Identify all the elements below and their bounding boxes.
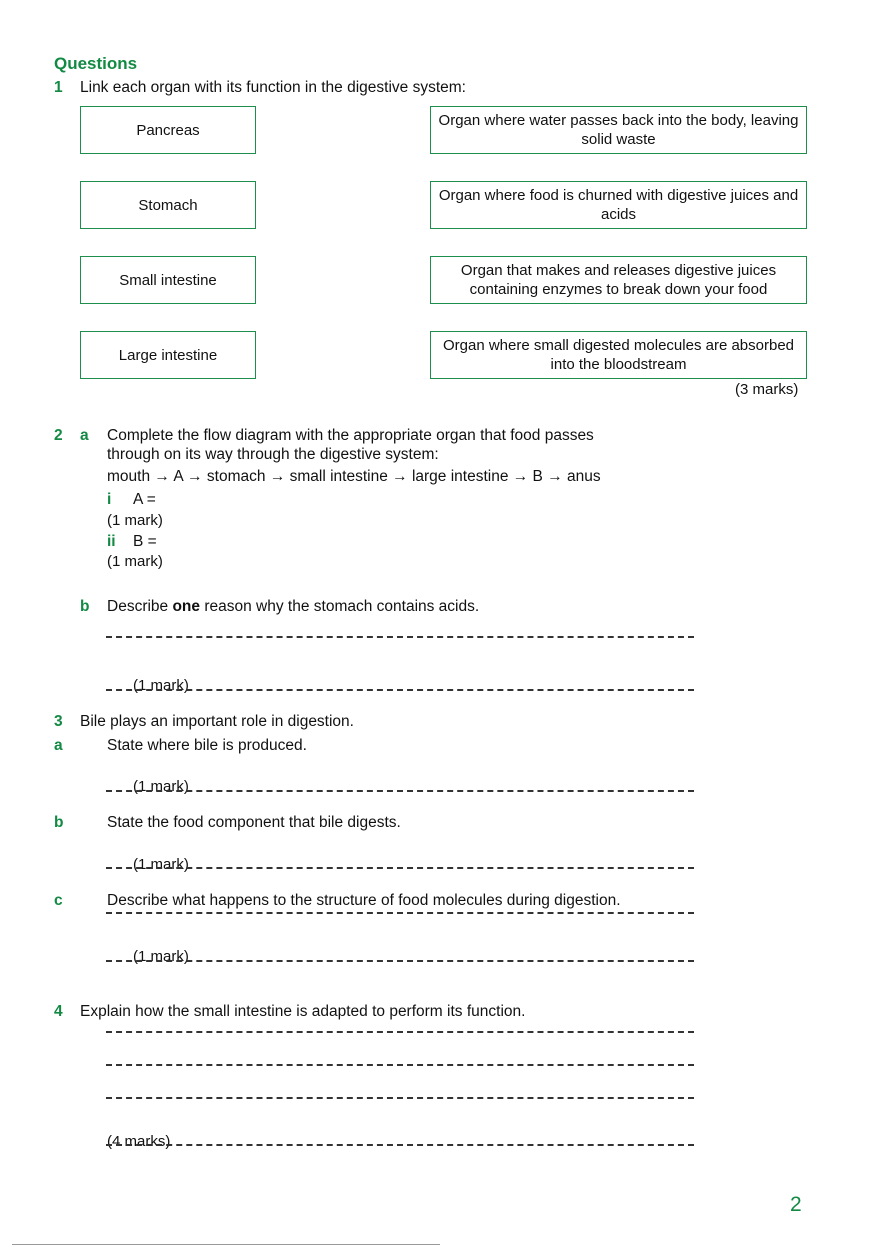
question-2b-letter: b [80, 598, 90, 615]
question-1-prompt: Link each organ with its function in the digestive system: [80, 79, 466, 96]
question-2b-prompt-suffix: reason why the stomach contains acids. [200, 598, 480, 615]
question-3a-letter: a [54, 737, 63, 754]
organ-box-small-intestine[interactable]: Small intestine [80, 256, 256, 304]
function-box-3[interactable]: Organ that makes and releases digestive juices containing enzymes to break down your food [430, 256, 807, 304]
answer-line-3b[interactable] [106, 867, 694, 869]
question-3b-letter: b [54, 814, 64, 831]
section-heading: Questions [54, 54, 138, 73]
question-1-number: 1 [54, 79, 63, 96]
function-box-1[interactable]: Organ where water passes back into the body, leaving solid waste [430, 106, 807, 154]
answer-line-3c-2[interactable] [106, 960, 694, 962]
question-3-number: 3 [54, 713, 63, 730]
question-4-prompt: Explain how the small intestine is adapted to perform its function. [80, 1003, 526, 1020]
footer-divider [12, 1244, 440, 1245]
function-box-4[interactable]: Organ where small digested molecules are absorbed into the bloodstream [430, 331, 807, 379]
question-3a-prompt: State where bile is produced. [107, 737, 307, 754]
question-2a-letter: a [80, 427, 89, 444]
question-3c-prompt: Describe what happens to the structure of food molecules during digestion. [107, 892, 621, 909]
question-3-prompt: Bile plays an important role in digestion. [80, 713, 354, 730]
question-3b-prompt: State the food component that bile digests. [107, 814, 401, 831]
question-1-marks: (3 marks) [735, 381, 799, 398]
answer-line-3c-1[interactable] [106, 912, 694, 914]
answer-a-field[interactable]: A = [133, 491, 156, 508]
question-2ai-label: i [107, 491, 112, 508]
question-2b-prompt-prefix: Describe [107, 598, 173, 615]
question-2ai-marks: (1 mark) [107, 512, 163, 529]
answer-line-3a[interactable] [106, 790, 694, 792]
question-2a-prompt-line1: Complete the flow diagram with the appropriate organ that food passes [107, 427, 594, 444]
question-2a-prompt-line2: through on its way through the digestive system: [107, 446, 439, 463]
question-2-number: 2 [54, 427, 63, 444]
answer-line-4-1[interactable] [106, 1031, 694, 1033]
question-4-marks: (4 marks) [107, 1133, 171, 1150]
answer-line-2b-2[interactable] [106, 689, 694, 691]
page-number: 2 [790, 1193, 802, 1216]
answer-b-field[interactable]: B = [133, 533, 157, 550]
answer-line-4-3[interactable] [106, 1097, 694, 1099]
question-2b-prompt-bold: one [172, 598, 201, 615]
question-3b-marks: (1 mark) [133, 856, 189, 873]
question-2aii-marks: (1 mark) [107, 553, 163, 570]
flow-diagram-text: mouth → A → stomach → small intestine → large intestine → B → anus [107, 468, 601, 485]
question-3c-letter: c [54, 892, 63, 909]
question-3c-marks: (1 mark) [133, 948, 189, 965]
question-3a-marks: (1 mark) [133, 778, 189, 795]
function-box-2[interactable]: Organ where food is churned with digestive juices and acids [430, 181, 807, 229]
organ-box-pancreas[interactable]: Pancreas [80, 106, 256, 154]
question-4-number: 4 [54, 1003, 63, 1020]
answer-line-4-2[interactable] [106, 1064, 694, 1066]
question-2b-prompt [107, 598, 479, 616]
question-2b-marks: (1 mark) [133, 677, 189, 694]
organ-box-large-intestine[interactable]: Large intestine [80, 331, 256, 379]
organ-box-stomach[interactable]: Stomach [80, 181, 256, 229]
answer-line-2b-1[interactable] [106, 636, 694, 638]
question-2aii-label: ii [107, 533, 116, 550]
answer-line-4-4[interactable] [106, 1144, 694, 1146]
